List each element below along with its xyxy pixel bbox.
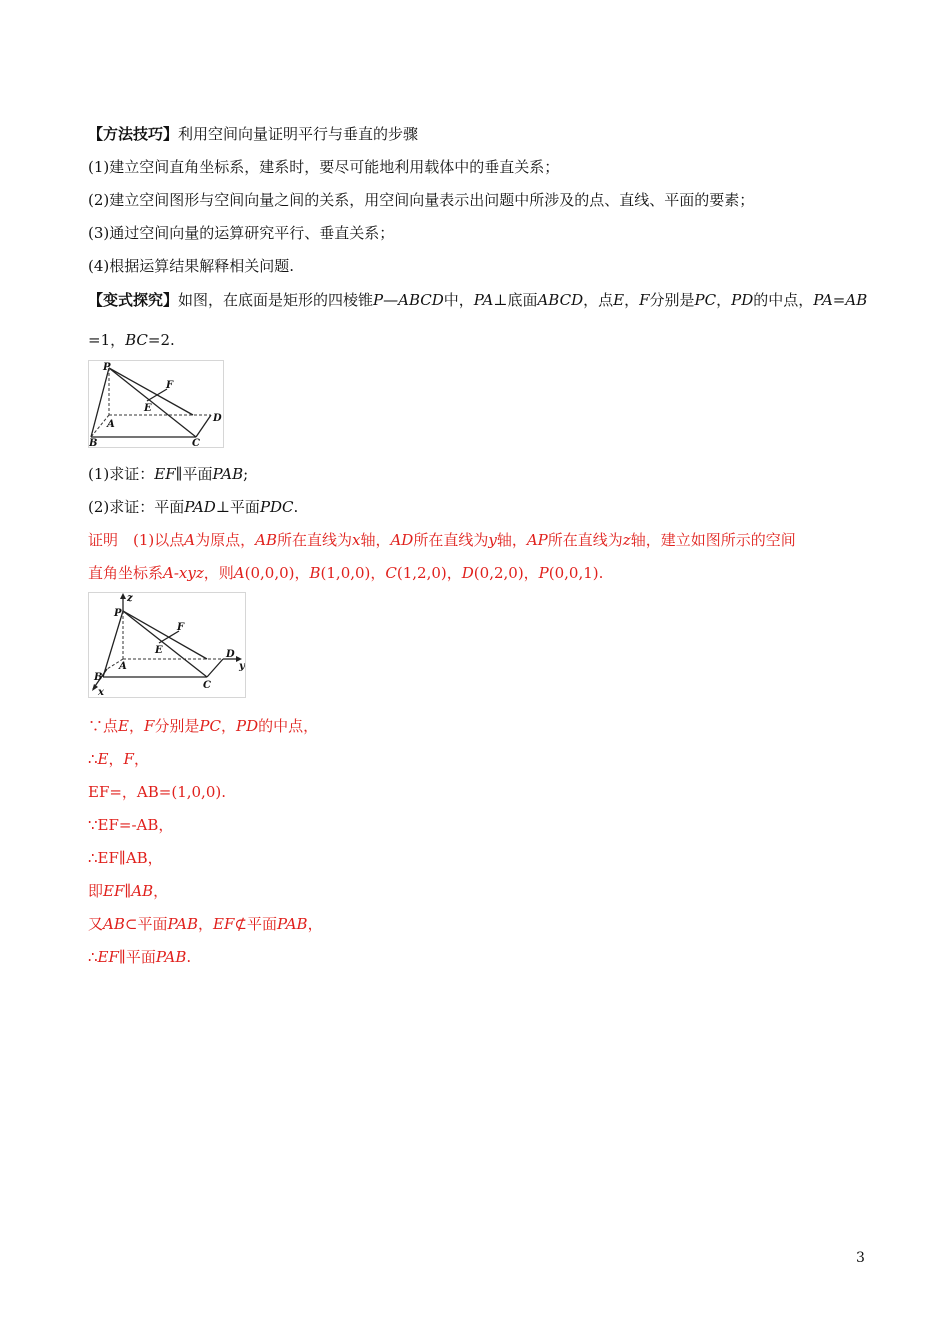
proof-var: AB	[131, 882, 154, 900]
proof-text: ∴	[88, 750, 98, 768]
proof-text: 所在直线为	[276, 531, 352, 549]
proof-text: ∥平面	[118, 948, 156, 966]
variant-text: ⊥底面	[493, 291, 538, 309]
proof-text: ，	[198, 915, 214, 933]
pyramid-diagram	[89, 361, 223, 447]
proof-step-7	[88, 914, 878, 934]
proof-text: ∥	[124, 882, 132, 900]
label-a: A	[119, 661, 127, 672]
variant-text: 如图，在底面是矩形的四棱锥	[178, 291, 374, 309]
proof-text: 轴，建立如图所示的空间	[630, 531, 796, 549]
proof-var: EF	[97, 948, 119, 966]
proof-var: F	[143, 717, 155, 735]
proof-text: ⊂平面	[124, 915, 168, 933]
proof-var: AP	[526, 531, 548, 549]
label-x: x	[98, 687, 104, 697]
question-1	[88, 464, 878, 484]
proof-text: (1,2,0)，	[396, 564, 462, 582]
q-ef: EF	[154, 465, 176, 483]
proof-var: x	[351, 531, 361, 549]
q-text: (1)求证：	[88, 465, 155, 483]
proof-text: 轴，	[496, 531, 527, 549]
proof-var: PAB	[276, 915, 308, 933]
proof-var: F	[123, 750, 134, 768]
q-text: (2)求证：平面	[88, 498, 185, 516]
proof-var: C	[385, 564, 397, 582]
proof-text: 直角坐标系	[88, 564, 164, 582]
method-step-2: (2)建立空间图形与空间向量之间的关系，用空间向量表示出问题中所涉及的点、直线、平面的要素；	[88, 191, 755, 209]
method-title-line	[88, 124, 878, 144]
proof-text: 的中点，	[258, 717, 319, 735]
coordinate-figure	[88, 592, 246, 698]
proof-step-4: ∵EF=-AB，	[88, 816, 174, 834]
proof-step-8	[88, 947, 878, 967]
proof-text: 所在直线为	[413, 531, 489, 549]
proof-text: ⊄平面	[234, 915, 277, 933]
proof-text: ，	[307, 915, 323, 933]
proof-text: (1,0,0)，	[320, 564, 386, 582]
proof-text: (0,0,0)，	[244, 564, 310, 582]
variant-text: ，点	[583, 291, 614, 309]
proof-text: ，	[221, 717, 237, 735]
method-step-1: (1)建立空间直角坐标系，建系时，要尽可能地利用载体中的垂直关系；	[88, 158, 560, 176]
proof-step-3: EF=，AB=(1,0,0).	[88, 783, 226, 801]
label-c: C	[192, 438, 200, 447]
proof-var: PAB	[167, 915, 199, 933]
proof-var: AB	[103, 915, 125, 933]
proof-text: 所在直线为	[547, 531, 623, 549]
label-b: B	[89, 438, 98, 447]
variant-text: ，	[716, 291, 732, 309]
variant-bc: BC	[125, 331, 148, 349]
q-pdc: PDC	[259, 498, 294, 516]
proof-var: AB	[255, 531, 277, 549]
proof-var: PC	[199, 717, 221, 735]
label-e: E	[155, 645, 163, 656]
proof-var: A	[184, 531, 196, 549]
proof-var: PD	[236, 717, 259, 735]
label-a: A	[107, 419, 115, 430]
proof-var: y	[488, 531, 497, 549]
proof-text: 又	[88, 915, 104, 933]
variant-text: =2.	[147, 331, 175, 349]
proof-var: z	[622, 531, 631, 549]
label-b: B	[94, 672, 103, 683]
proof-var: AD	[390, 531, 414, 549]
variant-pd: PD	[731, 291, 754, 309]
q-pab: PAB	[212, 465, 244, 483]
label-c: C	[203, 680, 211, 691]
label-d: D	[213, 413, 222, 424]
variant-text: 的中点，	[753, 291, 814, 309]
variant-e: E	[613, 291, 625, 309]
proof-text: ，	[153, 882, 169, 900]
variant-heading: 【变式探究】	[88, 291, 179, 309]
label-p: P	[114, 608, 122, 619]
variant-f: F	[639, 291, 650, 309]
proof-var: EF	[103, 882, 125, 900]
variant-text: 中，	[443, 291, 474, 309]
variant-text: =1，	[88, 331, 126, 349]
proof-step-6	[88, 881, 878, 901]
variant-pa: PA	[473, 291, 494, 309]
proof-text: 轴，	[360, 531, 391, 549]
variant-pyramid: P—ABCD	[373, 291, 444, 309]
page-number: 3	[856, 1250, 865, 1266]
proof-var: P	[538, 564, 549, 582]
label-y: y	[239, 661, 245, 672]
proof-text: ∴	[88, 948, 98, 966]
q-text: ∥平面	[175, 465, 213, 483]
method-title: 利用空间向量证明平行与垂直的步骤	[178, 125, 419, 143]
proof-var: B	[309, 564, 321, 582]
coordinate-diagram	[89, 593, 245, 697]
proof-line-1	[88, 530, 878, 550]
label-p: P	[103, 362, 111, 373]
variant-text: 分别是	[649, 291, 695, 309]
document-page	[88, 124, 878, 966]
proof-step-2	[88, 749, 878, 769]
label-z: z	[127, 593, 133, 604]
proof-text: .	[186, 948, 192, 966]
proof-text: 分别是	[154, 717, 200, 735]
proof-text: 为原点，	[195, 531, 256, 549]
proof-text: ，	[128, 717, 144, 735]
q-text: ;	[243, 465, 249, 483]
q-pad: PAD	[184, 498, 216, 516]
proof-text: ，	[133, 750, 149, 768]
question-2	[88, 497, 878, 517]
proof-var: EF	[213, 915, 235, 933]
proof-var: E	[118, 717, 129, 735]
label-f: F	[166, 380, 174, 391]
variant-line-1	[88, 290, 878, 310]
proof-text: (0,0,1).	[548, 564, 604, 582]
proof-line-2	[88, 563, 878, 583]
proof-text: 证明 (1)以点	[88, 531, 185, 549]
label-f: F	[177, 622, 185, 633]
proof-var: A	[233, 564, 245, 582]
method-heading: 【方法技巧】	[88, 125, 179, 143]
proof-var: E	[97, 750, 109, 768]
proof-step-5: ∴EF∥AB，	[88, 849, 163, 867]
variant-line-2	[88, 330, 878, 350]
q-text: ⊥平面	[215, 498, 260, 516]
variant-text: ，	[624, 291, 640, 309]
proof-text: (0,2,0)，	[473, 564, 539, 582]
proof-var: D	[461, 564, 474, 582]
proof-var: A-xyz	[163, 564, 204, 582]
method-step-3: (3)通过空间向量的运算研究平行、垂直关系；	[88, 224, 395, 242]
variant-pa-ab: PA=AB	[813, 291, 868, 309]
proof-text: 即	[88, 882, 104, 900]
variant-pc: PC	[694, 291, 717, 309]
label-d: D	[226, 649, 235, 660]
proof-step-1	[88, 716, 878, 736]
q-text: .	[293, 498, 299, 516]
proof-text: ，	[108, 750, 124, 768]
proof-text: ，则	[203, 564, 234, 582]
proof-text: ∵点	[88, 717, 119, 735]
label-e: E	[144, 403, 152, 414]
method-step-4: (4)根据运算结果解释相关问题.	[88, 257, 295, 275]
pyramid-figure	[88, 360, 224, 448]
proof-var: PAB	[155, 948, 187, 966]
variant-abcd: ABCD	[537, 291, 584, 309]
